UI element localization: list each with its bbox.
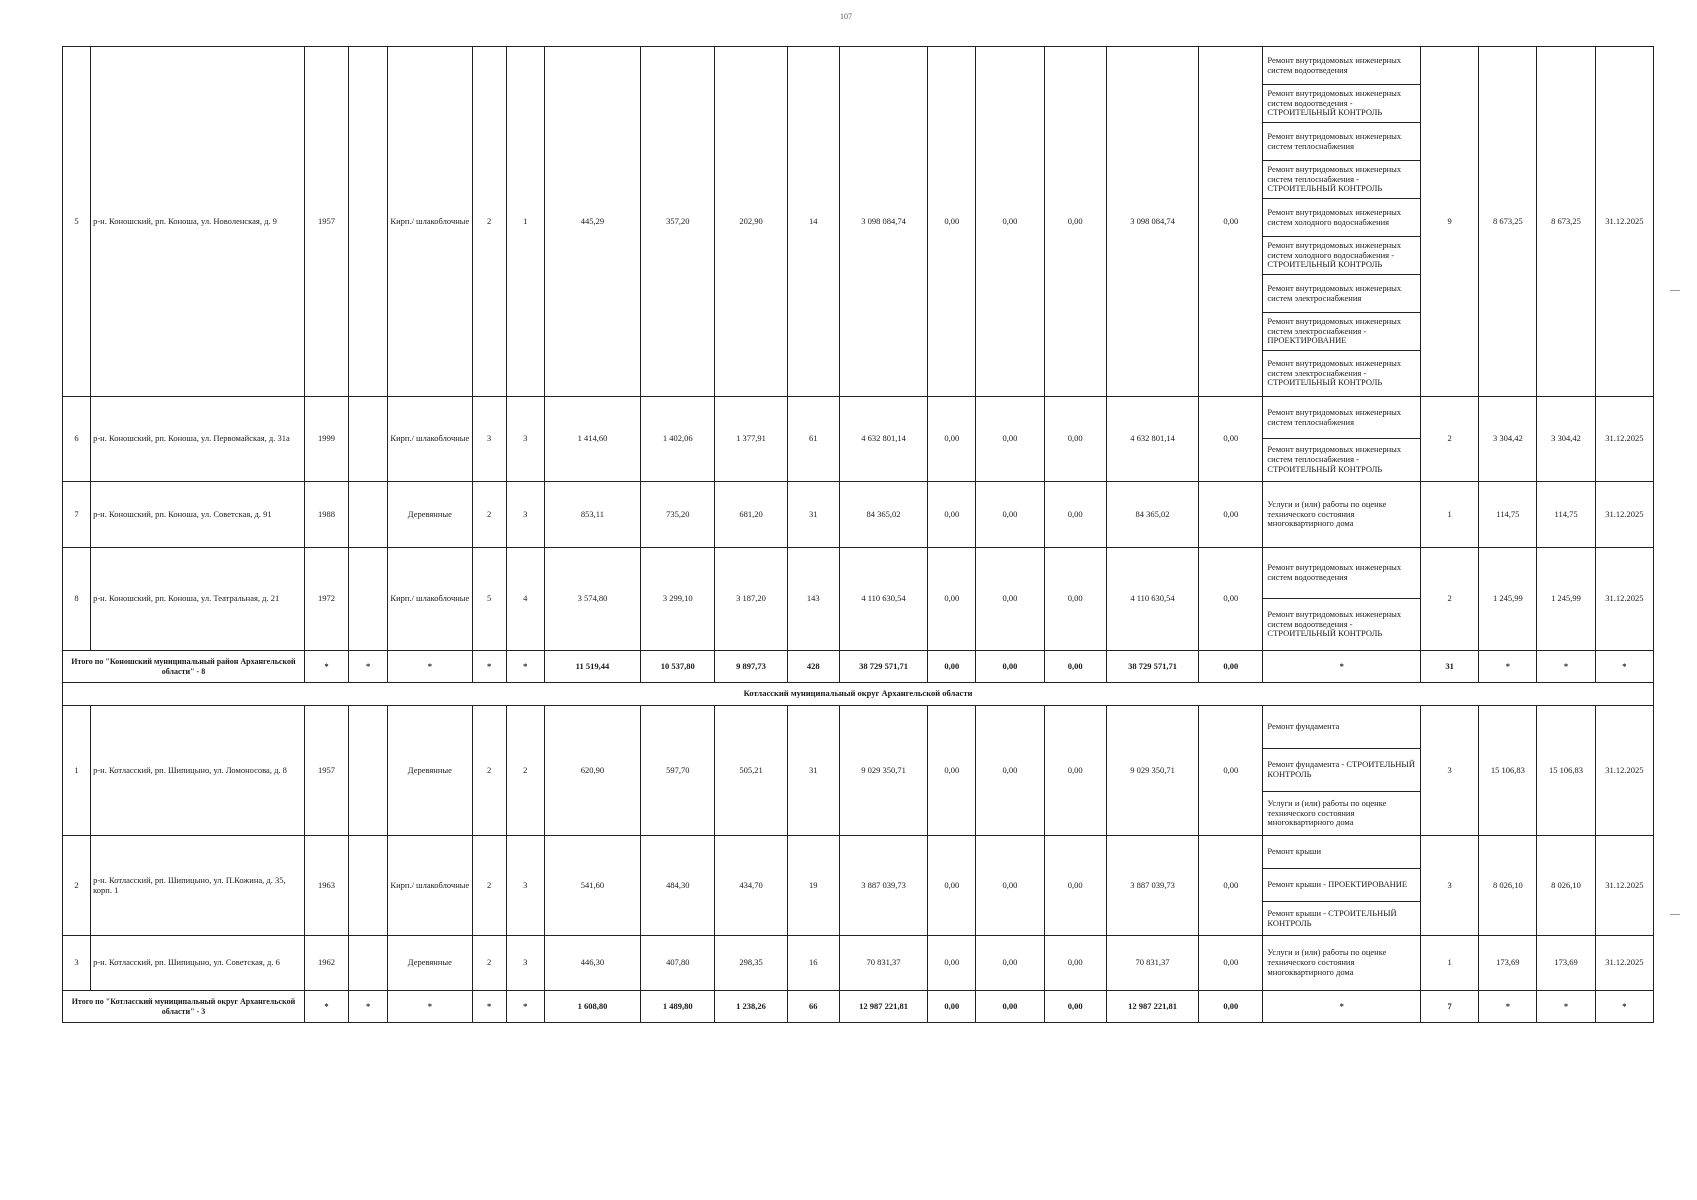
cell-work-type: Ремонт внутридомовых инженерных систем водоотведения - СТРОИТЕЛЬНЫЙ КОНТРОЛЬ bbox=[1263, 599, 1421, 651]
cell-fund-mun: 0,00 bbox=[1044, 47, 1106, 397]
cell-address: р-н. Котласский, рп. Шипицыно, ул. П.Кожина, д. 35, корп. 1 bbox=[91, 836, 305, 936]
cell-cost-total: 84 365,02 bbox=[839, 482, 927, 548]
cell-work-type: Услуги и (или) работы по оценке технического состояния многоквартирного дома bbox=[1263, 792, 1421, 836]
cell-fund-other: 0,00 bbox=[1199, 936, 1263, 991]
cell-floors: 2 bbox=[472, 836, 506, 936]
cell-material: Кирп./ шлакоблочные bbox=[388, 548, 472, 651]
cell-material: Деревянные bbox=[388, 706, 472, 836]
cell-year2 bbox=[349, 47, 388, 397]
cell-area-owned: 681,20 bbox=[715, 482, 787, 548]
cell-cost-total: 9 029 350,71 bbox=[839, 706, 927, 836]
cell-floors: 2 bbox=[472, 47, 506, 397]
cell-area-owned: 298,35 bbox=[715, 936, 787, 991]
cell-work-type: Ремонт внутридомовых инженерных систем теплоснабжения - СТРОИТЕЛЬНЫЙ КОНТРОЛЬ bbox=[1263, 439, 1421, 482]
cell-area-living: 484,30 bbox=[641, 836, 715, 936]
cell-fund-reg: 0,00 bbox=[976, 397, 1044, 482]
total-year2: * bbox=[349, 651, 388, 683]
total-entrances: * bbox=[506, 651, 544, 683]
cell-work-type: Ремонт внутридомовых инженерных систем водоотведения bbox=[1263, 47, 1421, 85]
cell-year2 bbox=[349, 836, 388, 936]
cell-cost-total: 3 098 084,74 bbox=[839, 47, 927, 397]
cell-unit-cost-max: 8 026,10 bbox=[1537, 836, 1595, 936]
cell-area-owned: 505,21 bbox=[715, 706, 787, 836]
cell-year: 1999 bbox=[304, 397, 348, 482]
cell-year: 1988 bbox=[304, 482, 348, 548]
cell-residents: 61 bbox=[787, 397, 839, 482]
total-works-count: 7 bbox=[1421, 991, 1479, 1023]
cell-entrances: 3 bbox=[506, 397, 544, 482]
cell-deadline: 31.12.2025 bbox=[1595, 836, 1653, 936]
cell-work-type: Ремонт внутридомовых инженерных систем водоотведения bbox=[1263, 548, 1421, 599]
cell-area-living: 357,20 bbox=[641, 47, 715, 397]
total-unit-cost-max: * bbox=[1537, 651, 1595, 683]
cell-work-type: Ремонт внутридомовых инженерных систем холодного водоснабжения bbox=[1263, 199, 1421, 237]
cell-unit-cost: 8 673,25 bbox=[1479, 47, 1537, 397]
cell-residents: 31 bbox=[787, 482, 839, 548]
total-residents: 428 bbox=[787, 651, 839, 683]
cell-work-type: Ремонт фундамента bbox=[1263, 706, 1421, 749]
cell-deadline: 31.12.2025 bbox=[1595, 936, 1653, 991]
cell-address: р-н. Коношский, рп. Коноша, ул. Первомайская, д. 31а bbox=[91, 397, 305, 482]
cell-work-type: Ремонт внутридомовых инженерных систем теплоснабжения bbox=[1263, 123, 1421, 161]
cell-deadline: 31.12.2025 bbox=[1595, 397, 1653, 482]
cell-entrances: 3 bbox=[506, 836, 544, 936]
total-unit-cost: * bbox=[1479, 651, 1537, 683]
cell-works-count: 1 bbox=[1421, 482, 1479, 548]
cell-work-type: Ремонт внутридомовых инженерных систем электроснабжения - СТРОИТЕЛЬНЫЙ КОНТРОЛЬ bbox=[1263, 351, 1421, 397]
cell-fund-fed: 0,00 bbox=[928, 706, 976, 836]
cell-unit-cost-max: 1 245,99 bbox=[1537, 548, 1595, 651]
cell-fund-mun: 0,00 bbox=[1044, 482, 1106, 548]
cell-works-count: 3 bbox=[1421, 836, 1479, 936]
cell-fund-fed: 0,00 bbox=[928, 397, 976, 482]
cell-fund-reg: 0,00 bbox=[976, 836, 1044, 936]
margin-mark bbox=[1670, 290, 1680, 291]
total-fund-fed: 0,00 bbox=[928, 651, 976, 683]
cell-material: Деревянные bbox=[388, 482, 472, 548]
cell-cost-total: 4 110 630,54 bbox=[839, 548, 927, 651]
cell-area-total: 446,30 bbox=[544, 936, 640, 991]
cell-year2 bbox=[349, 548, 388, 651]
cell-area-living: 1 402,06 bbox=[641, 397, 715, 482]
total-year: * bbox=[304, 651, 348, 683]
cell-year: 1957 bbox=[304, 47, 348, 397]
table-row bbox=[63, 936, 1654, 991]
total-cost-total: 12 987 221,81 bbox=[839, 991, 927, 1023]
cell-address: р-н. Котласский, рп. Шипицыно, ул. Советская, д. 6 bbox=[91, 936, 305, 991]
total-area-living: 10 537,80 bbox=[641, 651, 715, 683]
total-cost-total: 38 729 571,71 bbox=[839, 651, 927, 683]
cell-unit-cost: 114,75 bbox=[1479, 482, 1537, 548]
cell-fund-owners: 3 887 039,73 bbox=[1106, 836, 1198, 936]
total-entrances: * bbox=[506, 991, 544, 1023]
table-body bbox=[63, 47, 1654, 1023]
cell-works-count: 1 bbox=[1421, 936, 1479, 991]
cell-unit-cost: 8 026,10 bbox=[1479, 836, 1537, 936]
table-row bbox=[63, 548, 1654, 599]
total-area-total: 11 519,44 bbox=[544, 651, 640, 683]
cell-deadline: 31.12.2025 bbox=[1595, 482, 1653, 548]
total-row bbox=[63, 991, 1654, 1023]
total-works-count: 31 bbox=[1421, 651, 1479, 683]
table-row bbox=[63, 836, 1654, 869]
cell-floors: 3 bbox=[472, 397, 506, 482]
page-number: 107 bbox=[840, 12, 852, 21]
cell-unit-cost-max: 15 106,83 bbox=[1537, 706, 1595, 836]
total-floors: * bbox=[472, 991, 506, 1023]
total-fund-mun: 0,00 bbox=[1044, 991, 1106, 1023]
total-floors: * bbox=[472, 651, 506, 683]
cell-entrances: 3 bbox=[506, 482, 544, 548]
cell-year2 bbox=[349, 482, 388, 548]
cell-material: Кирп./ шлакоблочные bbox=[388, 47, 472, 397]
cell-floors: 2 bbox=[472, 936, 506, 991]
cell-works-count: 2 bbox=[1421, 548, 1479, 651]
total-fund-other: 0,00 bbox=[1199, 651, 1263, 683]
cell-work-type: Ремонт внутридомовых инженерных систем холодного водоснабжения - СТРОИТЕЛЬНЫЙ КОНТРОЛЬ bbox=[1263, 237, 1421, 275]
total-area-total: 1 608,80 bbox=[544, 991, 640, 1023]
cell-n: 7 bbox=[63, 482, 91, 548]
cell-fund-other: 0,00 bbox=[1199, 397, 1263, 482]
cell-fund-reg: 0,00 bbox=[976, 936, 1044, 991]
cell-floors: 5 bbox=[472, 548, 506, 651]
cell-year2 bbox=[349, 397, 388, 482]
cell-material: Деревянные bbox=[388, 936, 472, 991]
total-fund-other: 0,00 bbox=[1199, 991, 1263, 1023]
cell-work-type: Ремонт фундамента - СТРОИТЕЛЬНЫЙ КОНТРОЛЬ bbox=[1263, 749, 1421, 792]
table-row bbox=[63, 47, 1654, 85]
cell-n: 2 bbox=[63, 836, 91, 936]
cell-unit-cost: 1 245,99 bbox=[1479, 548, 1537, 651]
table-row bbox=[63, 482, 1654, 548]
cell-unit-cost-max: 173,69 bbox=[1537, 936, 1595, 991]
cell-year: 1957 bbox=[304, 706, 348, 836]
cell-fund-fed: 0,00 bbox=[928, 936, 976, 991]
cell-entrances: 4 bbox=[506, 548, 544, 651]
cell-year: 1962 bbox=[304, 936, 348, 991]
cell-area-total: 445,29 bbox=[544, 47, 640, 397]
cell-work-type: Ремонт внутридомовых инженерных систем электроснабжения - ПРОЕКТИРОВАНИЕ bbox=[1263, 313, 1421, 351]
cell-deadline: 31.12.2025 bbox=[1595, 47, 1653, 397]
cell-material: Кирп./ шлакоблочные bbox=[388, 836, 472, 936]
cell-unit-cost-max: 8 673,25 bbox=[1537, 47, 1595, 397]
cell-fund-other: 0,00 bbox=[1199, 836, 1263, 936]
cell-cost-total: 3 887 039,73 bbox=[839, 836, 927, 936]
total-fund-owners: 38 729 571,71 bbox=[1106, 651, 1198, 683]
cell-work-type: Ремонт внутридомовых инженерных систем теплоснабжения - СТРОИТЕЛЬНЫЙ КОНТРОЛЬ bbox=[1263, 161, 1421, 199]
cell-fund-owners: 4 632 801,14 bbox=[1106, 397, 1198, 482]
cell-residents: 14 bbox=[787, 47, 839, 397]
cell-area-total: 1 414,60 bbox=[544, 397, 640, 482]
cell-works-count: 9 bbox=[1421, 47, 1479, 397]
cell-fund-owners: 4 110 630,54 bbox=[1106, 548, 1198, 651]
total-material: * bbox=[388, 651, 472, 683]
cell-n: 8 bbox=[63, 548, 91, 651]
cell-year: 1972 bbox=[304, 548, 348, 651]
total-material: * bbox=[388, 991, 472, 1023]
cell-residents: 143 bbox=[787, 548, 839, 651]
cell-fund-fed: 0,00 bbox=[928, 548, 976, 651]
cell-work-type: Ремонт крыши - СТРОИТЕЛЬНЫЙ КОНТРОЛЬ bbox=[1263, 902, 1421, 936]
cell-fund-mun: 0,00 bbox=[1044, 936, 1106, 991]
cell-deadline: 31.12.2025 bbox=[1595, 548, 1653, 651]
cell-fund-reg: 0,00 bbox=[976, 482, 1044, 548]
cell-address: р-н. Коношский, рп. Коноша, ул. Советская, д. 91 bbox=[91, 482, 305, 548]
cell-work-type: Ремонт внутридомовых инженерных систем электроснабжения bbox=[1263, 275, 1421, 313]
cell-area-living: 597,70 bbox=[641, 706, 715, 836]
cell-work-type: Услуги и (или) работы по оценке технического состояния многоквартирного дома bbox=[1263, 482, 1421, 548]
total-label: Итого по "Котласский муниципальный округ Архангельской области" - 3 bbox=[63, 991, 305, 1023]
cell-area-living: 407,80 bbox=[641, 936, 715, 991]
cell-area-living: 3 299,10 bbox=[641, 548, 715, 651]
cell-fund-fed: 0,00 bbox=[928, 836, 976, 936]
cell-cost-total: 4 632 801,14 bbox=[839, 397, 927, 482]
cell-fund-mun: 0,00 bbox=[1044, 706, 1106, 836]
cell-residents: 19 bbox=[787, 836, 839, 936]
cell-n: 1 bbox=[63, 706, 91, 836]
total-fund-reg: 0,00 bbox=[976, 651, 1044, 683]
cell-fund-other: 0,00 bbox=[1199, 482, 1263, 548]
cell-unit-cost: 15 106,83 bbox=[1479, 706, 1537, 836]
total-year2: * bbox=[349, 991, 388, 1023]
cell-fund-other: 0,00 bbox=[1199, 548, 1263, 651]
cell-fund-owners: 3 098 084,74 bbox=[1106, 47, 1198, 397]
total-area-owned: 1 238,26 bbox=[715, 991, 787, 1023]
total-works: * bbox=[1263, 991, 1421, 1023]
table-row bbox=[63, 397, 1654, 439]
cell-fund-other: 0,00 bbox=[1199, 47, 1263, 397]
total-area-owned: 9 897,73 bbox=[715, 651, 787, 683]
cell-fund-other: 0,00 bbox=[1199, 706, 1263, 836]
cell-works-count: 2 bbox=[1421, 397, 1479, 482]
margin-mark bbox=[1670, 914, 1680, 915]
cell-n: 3 bbox=[63, 936, 91, 991]
cell-year: 1963 bbox=[304, 836, 348, 936]
total-row bbox=[63, 651, 1654, 683]
cell-work-type: Ремонт внутридомовых инженерных систем водоотведения - СТРОИТЕЛЬНЫЙ КОНТРОЛЬ bbox=[1263, 85, 1421, 123]
cell-fund-reg: 0,00 bbox=[976, 47, 1044, 397]
cell-area-owned: 3 187,20 bbox=[715, 548, 787, 651]
cell-work-type: Услуги и (или) работы по оценке технического состояния многоквартирного дома bbox=[1263, 936, 1421, 991]
cell-residents: 16 bbox=[787, 936, 839, 991]
cell-unit-cost-max: 3 304,42 bbox=[1537, 397, 1595, 482]
total-fund-reg: 0,00 bbox=[976, 991, 1044, 1023]
cell-works-count: 3 bbox=[1421, 706, 1479, 836]
cell-material: Кирп./ шлакоблочные bbox=[388, 397, 472, 482]
cell-address: р-н. Коношский, рп. Коноша, ул. Новоленская, д. 9 bbox=[91, 47, 305, 397]
cell-area-owned: 202,90 bbox=[715, 47, 787, 397]
total-label: Итого по "Коношский муниципальный район Архангельской области" - 8 bbox=[63, 651, 305, 683]
capital-repair-table bbox=[62, 46, 1654, 1023]
cell-fund-owners: 70 831,37 bbox=[1106, 936, 1198, 991]
total-works: * bbox=[1263, 651, 1421, 683]
cell-area-owned: 1 377,91 bbox=[715, 397, 787, 482]
cell-fund-reg: 0,00 bbox=[976, 706, 1044, 836]
total-fund-owners: 12 987 221,81 bbox=[1106, 991, 1198, 1023]
cell-fund-owners: 84 365,02 bbox=[1106, 482, 1198, 548]
cell-fund-mun: 0,00 bbox=[1044, 836, 1106, 936]
cell-fund-owners: 9 029 350,71 bbox=[1106, 706, 1198, 836]
cell-n: 6 bbox=[63, 397, 91, 482]
section-title: Котласский муниципальный округ Архангельской области bbox=[63, 683, 1654, 706]
cell-area-total: 620,90 bbox=[544, 706, 640, 836]
total-area-living: 1 489,80 bbox=[641, 991, 715, 1023]
cell-area-total: 3 574,80 bbox=[544, 548, 640, 651]
total-fund-mun: 0,00 bbox=[1044, 651, 1106, 683]
cell-n: 5 bbox=[63, 47, 91, 397]
total-unit-cost-max: * bbox=[1537, 991, 1595, 1023]
total-deadline: * bbox=[1595, 991, 1653, 1023]
cell-floors: 2 bbox=[472, 706, 506, 836]
cell-fund-fed: 0,00 bbox=[928, 482, 976, 548]
cell-year2 bbox=[349, 706, 388, 836]
cell-work-type: Ремонт крыши bbox=[1263, 836, 1421, 869]
total-fund-fed: 0,00 bbox=[928, 991, 976, 1023]
cell-unit-cost-max: 114,75 bbox=[1537, 482, 1595, 548]
cell-address: р-н. Коношский, рп. Коноша, ул. Театральная, д. 21 bbox=[91, 548, 305, 651]
total-year: * bbox=[304, 991, 348, 1023]
total-deadline: * bbox=[1595, 651, 1653, 683]
cell-unit-cost: 173,69 bbox=[1479, 936, 1537, 991]
cell-deadline: 31.12.2025 bbox=[1595, 706, 1653, 836]
cell-work-type: Ремонт внутридомовых инженерных систем теплоснабжения bbox=[1263, 397, 1421, 439]
cell-area-owned: 434,70 bbox=[715, 836, 787, 936]
cell-fund-mun: 0,00 bbox=[1044, 548, 1106, 651]
cell-floors: 2 bbox=[472, 482, 506, 548]
cell-fund-fed: 0,00 bbox=[928, 47, 976, 397]
section-header-row bbox=[63, 683, 1654, 706]
total-unit-cost: * bbox=[1479, 991, 1537, 1023]
total-residents: 66 bbox=[787, 991, 839, 1023]
cell-address: р-н. Котласский, рп. Шипицыно, ул. Ломоносова, д. 8 bbox=[91, 706, 305, 836]
cell-cost-total: 70 831,37 bbox=[839, 936, 927, 991]
cell-entrances: 1 bbox=[506, 47, 544, 397]
cell-year2 bbox=[349, 936, 388, 991]
cell-work-type: Ремонт крыши - ПРОЕКТИРОВАНИЕ bbox=[1263, 869, 1421, 902]
cell-entrances: 3 bbox=[506, 936, 544, 991]
cell-fund-mun: 0,00 bbox=[1044, 397, 1106, 482]
table-row bbox=[63, 706, 1654, 749]
cell-area-total: 541,60 bbox=[544, 836, 640, 936]
cell-unit-cost: 3 304,42 bbox=[1479, 397, 1537, 482]
cell-residents: 31 bbox=[787, 706, 839, 836]
cell-area-total: 853,11 bbox=[544, 482, 640, 548]
cell-entrances: 2 bbox=[506, 706, 544, 836]
cell-area-living: 735,20 bbox=[641, 482, 715, 548]
cell-fund-reg: 0,00 bbox=[976, 548, 1044, 651]
